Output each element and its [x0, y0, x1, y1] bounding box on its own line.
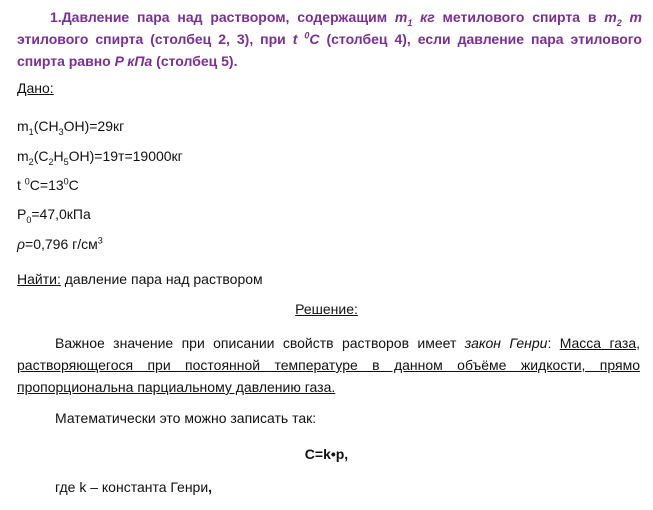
problem-statement: 1.Давление пара над раствором, содержащим $m_1$ кг метилового спирта в $m_2$ т этилового спирта (столбец 2, 3), при t $^0$C (столбец 4), если давление пара этилового спирта равно P кПа (столбец 5).	[17, 9, 642, 69]
henry-formula: C=k•p,	[304, 446, 349, 462]
math-intro: Математически это можно записать так:	[55, 410, 317, 426]
given-density: ρ=0,796 $г/см^3$	[17, 235, 103, 252]
solution-label: Решение:	[295, 301, 358, 317]
where-line: где k – константа Генри,	[55, 479, 213, 495]
henry-law-paragraph: Важное значение при описании свойств растворов имеет закон Генри: Масса газа, растворяющегося при постоянной температуре в данном объёме жидкости, прямо пропорциональна парциальному давлению газа.	[17, 335, 640, 395]
given-p0: $P_0=47,0кПа$	[17, 206, 91, 225]
given-label: Дано:	[17, 80, 54, 96]
given-m1: $m_1(CH_3OH)=29кг$	[17, 118, 125, 137]
find-label: Найти:	[17, 271, 61, 287]
given-temperature: t $^0C=13^0C$	[17, 176, 79, 193]
given-m2: $m_2(C_2H_5OH)=19т=19000кг$	[17, 148, 183, 167]
problem-number: 1.	[50, 9, 62, 25]
find-line: Найти: давление пара над раствором	[17, 271, 263, 287]
